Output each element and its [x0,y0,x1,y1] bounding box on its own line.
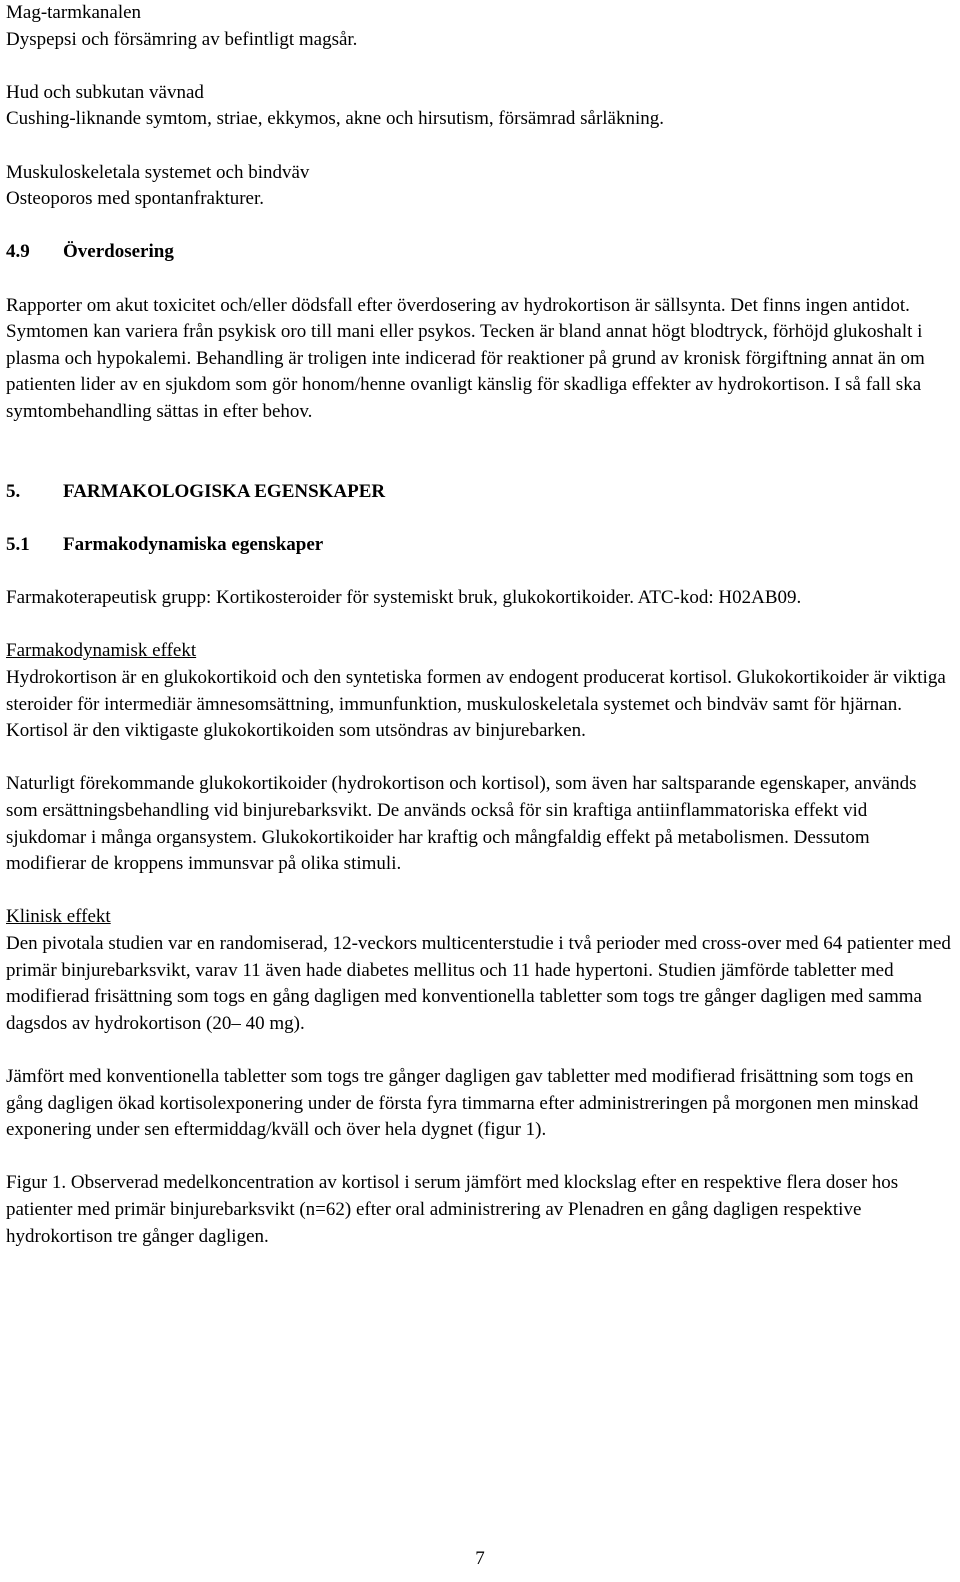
pharmacodynamic-effect-text-2: Naturligt förekommande glukokortikoider (hydrokortison och kortisol), som även har saltsparande egenskaper, används som ersättningsbehandling vid binjurebarksvikt. De används också för sin kraftiga antiinflammatoriska effekt vid sjukdomar i många organsystem. Glukokortikoider har kraftig och mångfaldig effekt på metabolismen. Dessutom modifierar de kroppens immunsvar på olika stimuli. [6,773,917,875]
pharmacodynamic-effect-text: Hydrokortison är en glukokortikoid och den syntetiska formen av endogent producerat kortisol. Glukokortikoider är viktiga steroider för intermediär ämnesomsättning, immunfunktion, muskuloskeletala systemet och bindväv samt för hjärnan. Kortisol är den viktigaste glukokortikoiden som utsöndras av binjurebarken. [6,667,946,742]
gi-heading: Mag-tarmkanalen [6,2,142,23]
overdose-text: Rapporter om akut toxicitet och/eller dödsfall efter överdosering av hydrokortison är sällsynta. Det finns ingen antidot. Symtomen kan variera från psykisk oro till mani eller psykos. Tecken är bland annat högt blodtryck, förhöjd glukoshalt i plasma och hypokalemi. Behandling är troligen inte indicerad för reaktioner på grund av kronisk förgiftning annat än om patienten lider av en sjukdom som gör honom/henne ovanligt känslig för skadliga effekter av hydrokortison. I så fall ska symtombehandling sättas in efter behov. [6,294,925,422]
section-5-1-heading [6,532,952,559]
section-number: 5. [6,480,21,502]
section-title: FARMAKOLOGISKA EGENSKAPER [63,480,386,502]
gi-text: Dyspepsi och försämring av befintligt magsår. [6,28,358,50]
clinical-effect-text: Den pivotala studien var en randomiserad, 12-veckors multicenterstudie i två perioder med cross-over med 64 patienter med primär binjurebarksvikt, varav 11 även hade diabetes mellitus och 11 hade hypertoni. Studien jämförde tabletter med modifierad frisättning som togs en gång dagligen med konventionella tabletter som togs tre gånger dagligen med samma dagsdos av hydrokortison (20– 40 mg). [6,933,951,1034]
clinical-effect-heading: Klinisk effekt [6,906,111,928]
figure-caption: Figur 1. Observerad medelkoncentration av kortisol i serum jämfört med klockslag efter en respektive flera doser hos patienter med primär binjurebarksvikt (n=62) efter oral administrering av Plenadren en gång dagligen respektive hydrokortison tre gånger dagligen. [6,1172,899,1247]
skin-heading: Hud och subkutan vävnad [6,81,204,103]
section-title: Överdosering [63,241,174,263]
section-4-9-heading [6,239,952,266]
clinical-effect-text-2: Jämfört med konventionella tabletter som togs tre gånger dagligen gav tabletter med modifierad frisättning som togs en gång dagligen ökad kortisolexponering under de första fyra timmarna efter administreringen på morgonen men minskad exponering under sen eftermiddag/kväll och över hela dygnet (figur 1). [6,1065,919,1141]
section-number: 4.9 [6,241,30,263]
document-page [6,0,952,1250]
musculoskeletal-text: Osteoporos med spontanfrakturer. [6,188,265,210]
skin-text: Cushing-liknande symtom, striae, ekkymos, akne och hirsutism, försämrad sårläkning. [6,108,665,130]
section-number: 5.1 [6,534,30,556]
musculoskeletal-heading: Muskuloskeletala systemet och bindväv [6,161,310,183]
section-title: Farmakodynamiska egenskaper [63,534,324,556]
page-number: 7 [475,1548,485,1569]
section-5-heading [6,479,952,506]
pharmacodynamic-effect-heading: Farmakodynamisk effekt [6,640,197,662]
atc-text: Farmakoterapeutisk grupp: Kortikosteroider för systemiskt bruk, glukokortikoider. ATC-kod: H02AB09. [6,587,802,609]
